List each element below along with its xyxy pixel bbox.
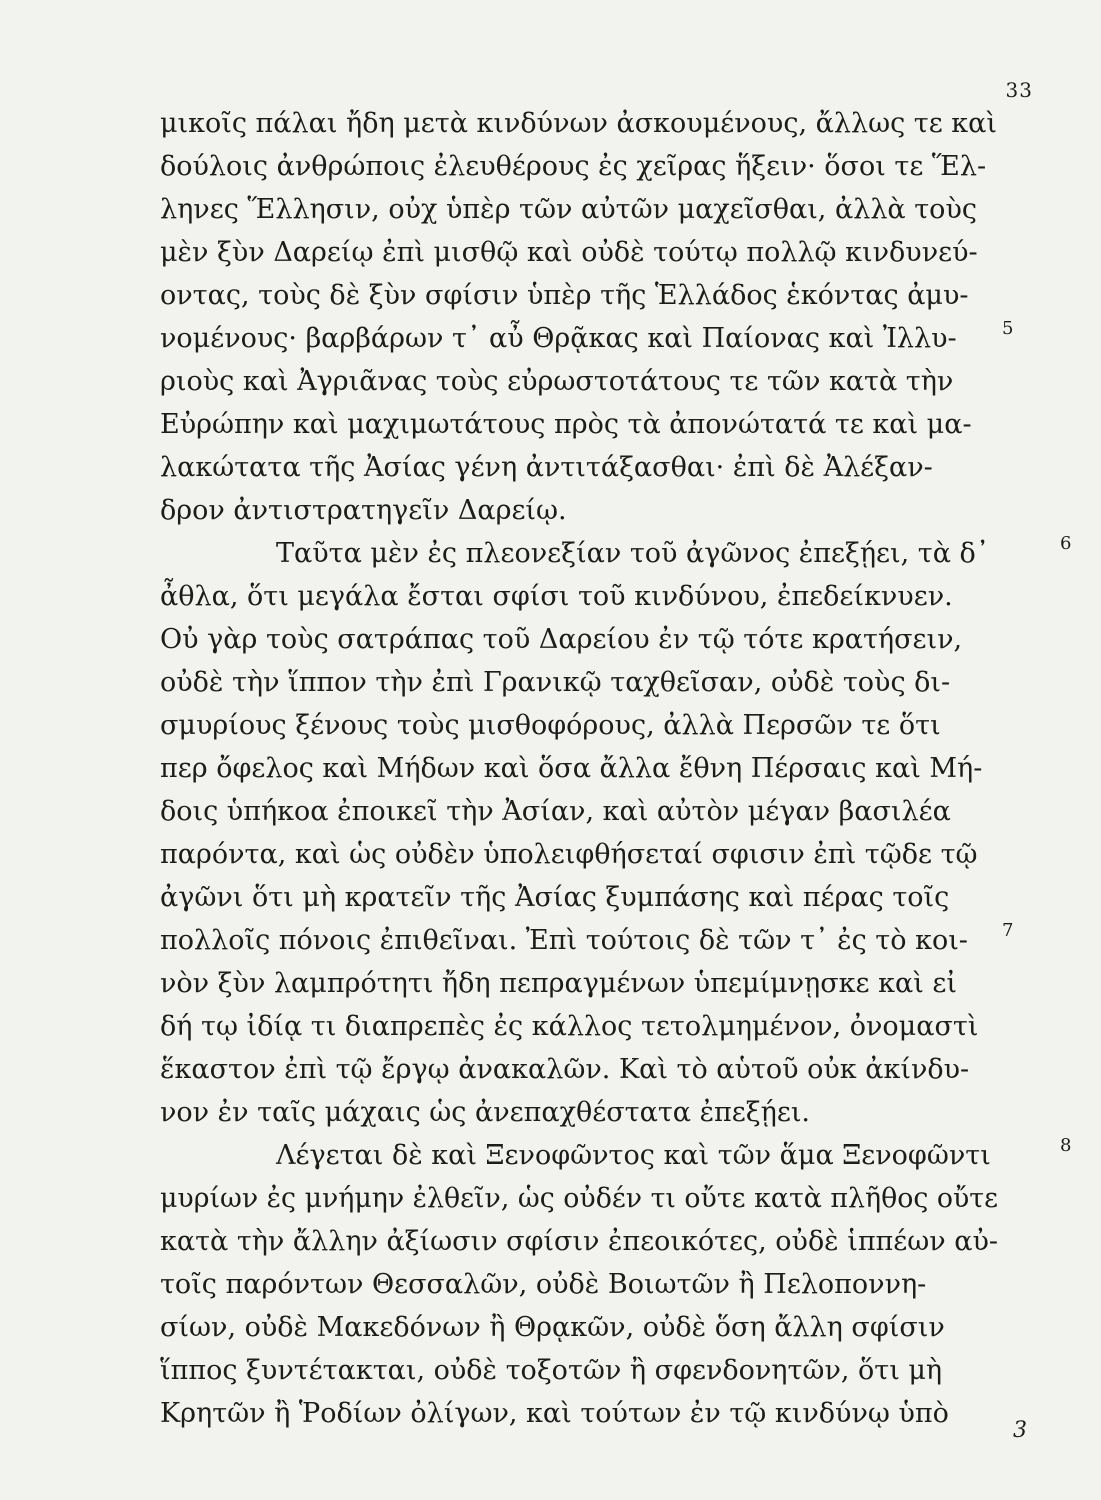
text-line-content: ἵππος ξυντέτακται, οὐδὲ τοξοτῶν ἢ σφενδονητῶν, ὅτι μὴ bbox=[160, 1355, 943, 1386]
section-number: 6 bbox=[1060, 533, 1072, 554]
text-line-content: οντας, τοὺς δὲ ξὺν σφίσιν ὑπὲρ τῆς Ἑλλάδος ἑκόντας ἀμυ- bbox=[160, 280, 969, 311]
text-line bbox=[160, 575, 998, 618]
section-number: 5 bbox=[1002, 318, 1014, 339]
text-line bbox=[160, 962, 998, 1005]
text-line bbox=[160, 747, 998, 790]
text-line bbox=[160, 704, 998, 747]
text-line-content: Ταῦτα μὲν ἐς πλεονεξίαν τοῦ ἀγῶνος ἐπεξῄει, τὰ δ᾽ bbox=[276, 538, 990, 569]
text-line bbox=[160, 532, 1072, 575]
text-line-content: Εὐρώπην καὶ μαχιμωτάτους πρὸς τὰ ἀπονώτατά τε καὶ μα- bbox=[160, 409, 972, 440]
text-line bbox=[160, 360, 998, 403]
text-line bbox=[160, 446, 998, 489]
text-line bbox=[160, 1349, 998, 1392]
text-line-content: κατὰ τὴν ἄλλην ἀξίωσιν σφίσιν ἐπεοικότες, οὐδὲ ἱππέων αὐ- bbox=[160, 1226, 999, 1257]
text-line-content: δοις ὑπήκοα ἐποικεῖ τὴν Ἀσίαν, καὶ αὐτὸν μέγαν βασιλέα bbox=[160, 796, 951, 827]
text-line bbox=[160, 1392, 998, 1435]
text-line-content: Λέγεται δὲ καὶ Ξενοφῶντος καὶ τῶν ἅμα Ξενοφῶντι bbox=[276, 1140, 991, 1171]
text-line-content: ἀγῶνι ὅτι μὴ κρατεῖν τῆς Ἀσίας ξυμπάσης καὶ πέρας τοῖς bbox=[160, 882, 950, 913]
text-line-content: σίων, οὐδὲ Μακεδόνων ἢ Θρᾳκῶν, οὐδὲ ὅση ἄλλη σφίσιν bbox=[160, 1312, 945, 1343]
text-line bbox=[160, 876, 998, 919]
text-line bbox=[160, 1220, 998, 1263]
section-number: 7 bbox=[1002, 920, 1014, 941]
text-line-content: νομένους· βαρβάρων τ᾽ αὖ Θρᾷκας καὶ Παίονας καὶ Ἰλλυ- bbox=[160, 323, 957, 354]
section-number: 8 bbox=[1060, 1135, 1072, 1156]
text-line bbox=[160, 1306, 998, 1349]
text-line-content: μυρίων ἐς μνήμην ἐλθεῖν, ὡς οὐδέν τι οὔτε κατὰ πλῆθος οὔτε bbox=[160, 1183, 999, 1214]
text-line-content: νὸν ξὺν λαμπρότητι ἤδη πεπραγμένων ὑπεμίμνῃσκε καὶ εἰ bbox=[160, 968, 957, 999]
text-line bbox=[160, 1005, 998, 1048]
text-line-content: δούλοις ἀνθρώποις ἐλευθέρους ἐς χεῖρας ἥξειν· ὅσοι τε Ἕλ- bbox=[160, 151, 987, 182]
text-line bbox=[160, 489, 998, 532]
text-line bbox=[160, 1048, 998, 1091]
text-line-content: μὲν ξὺν Δαρείῳ ἐπὶ μισθῷ καὶ οὐδὲ τούτῳ πολλῷ κινδυνεύ- bbox=[160, 237, 978, 268]
text-line-content: Κρητῶν ἢ Ῥοδίων ὀλίγων, καὶ τούτων ἐν τῷ κινδύνῳ ὑπὸ bbox=[160, 1398, 949, 1429]
text-line bbox=[160, 1177, 998, 1220]
text-line bbox=[160, 919, 1014, 962]
signature-mark: 3 bbox=[1013, 1418, 1027, 1443]
text-line-content: Οὐ γὰρ τοὺς σατράπας τοῦ Δαρείου ἐν τῷ τότε κρατήσειν, bbox=[160, 624, 963, 655]
text-line bbox=[160, 188, 998, 231]
text-line-content: ληνες Ἕλλησιν, οὐχ ὑπὲρ τῶν αὐτῶν μαχεῖσθαι, ἀλλὰ τοὺς bbox=[160, 194, 977, 225]
text-line bbox=[160, 1091, 998, 1134]
text-line-content: τοῖς παρόντων Θεσσαλῶν, οὐδὲ Βοιωτῶν ἢ Πελοποννη- bbox=[160, 1269, 927, 1300]
text-line-content: οὐδὲ τὴν ἵππον τὴν ἐπὶ Γρανικῷ ταχθεῖσαν, οὐδὲ τοὺς δι- bbox=[160, 667, 951, 698]
text-line bbox=[160, 102, 998, 145]
page-number: 33 bbox=[1005, 78, 1033, 102]
text-line bbox=[160, 274, 998, 317]
text-line bbox=[160, 1263, 998, 1306]
text-line-content: δρον ἀντιστρατηγεῖν Δαρείῳ. bbox=[160, 495, 567, 526]
text-line-content: σμυρίους ξένους τοὺς μισθοφόρους, ἀλλὰ Περσῶν τε ὅτι bbox=[160, 710, 941, 741]
text-line bbox=[160, 145, 998, 188]
text-line-content: μικοῖς πάλαι ἤδη μετὰ κινδύνων ἀσκουμένους, ἄλλως τε καὶ bbox=[160, 108, 997, 139]
text-line bbox=[160, 618, 998, 661]
text-line-content: δή τῳ ἰδίᾳ τι διαπρεπὲς ἐς κάλλος τετολμημένον, ὀνομαστὶ bbox=[160, 1011, 979, 1042]
text-line-content: πολλοῖς πόνοις ἐπιθεῖναι. Ἐπὶ τούτοις δὲ τῶν τ᾽ ἐς τὸ κοι- bbox=[160, 925, 968, 956]
text-line-content: παρόντα, καὶ ὡς οὐδὲν ὑπολειφθήσεταί σφισιν ἐπὶ τῷδε τῷ bbox=[160, 839, 978, 870]
text-line bbox=[160, 403, 998, 446]
text-line-content: ἆθλα, ὅτι μεγάλα ἔσται σφίσι τοῦ κινδύνου, ἐπεδείκνυεν. bbox=[160, 581, 953, 612]
text-line bbox=[160, 317, 1014, 360]
text-line bbox=[160, 661, 998, 704]
text-line-content: περ ὄφελος καὶ Μήδων καὶ ὅσα ἄλλα ἔθνη Πέρσαις καὶ Μή- bbox=[160, 753, 983, 784]
text-line bbox=[160, 833, 998, 876]
text-line bbox=[160, 231, 998, 274]
text-line-content: ριοὺς καὶ Ἀγριᾶνας τοὺς εὐρωστοτάτους τε τῶν κατὰ τὴν bbox=[160, 366, 954, 397]
text-line bbox=[160, 1134, 1072, 1177]
text-line-content: νον ἐν ταῖς μάχαις ὡς ἀνεπαχθέστατα ἐπεξῄει. bbox=[160, 1097, 810, 1128]
text-line-content: ἕκαστον ἐπὶ τῷ ἔργῳ ἀνακαλῶν. Καὶ τὸ αὑτοῦ οὐκ ἀκίνδυ- bbox=[160, 1054, 970, 1085]
text-line bbox=[160, 790, 998, 833]
text-line-content: λακώτατα τῆς Ἀσίας γένη ἀντιτάξασθαι· ἐπὶ δὲ Ἀλέξαν- bbox=[160, 452, 933, 483]
